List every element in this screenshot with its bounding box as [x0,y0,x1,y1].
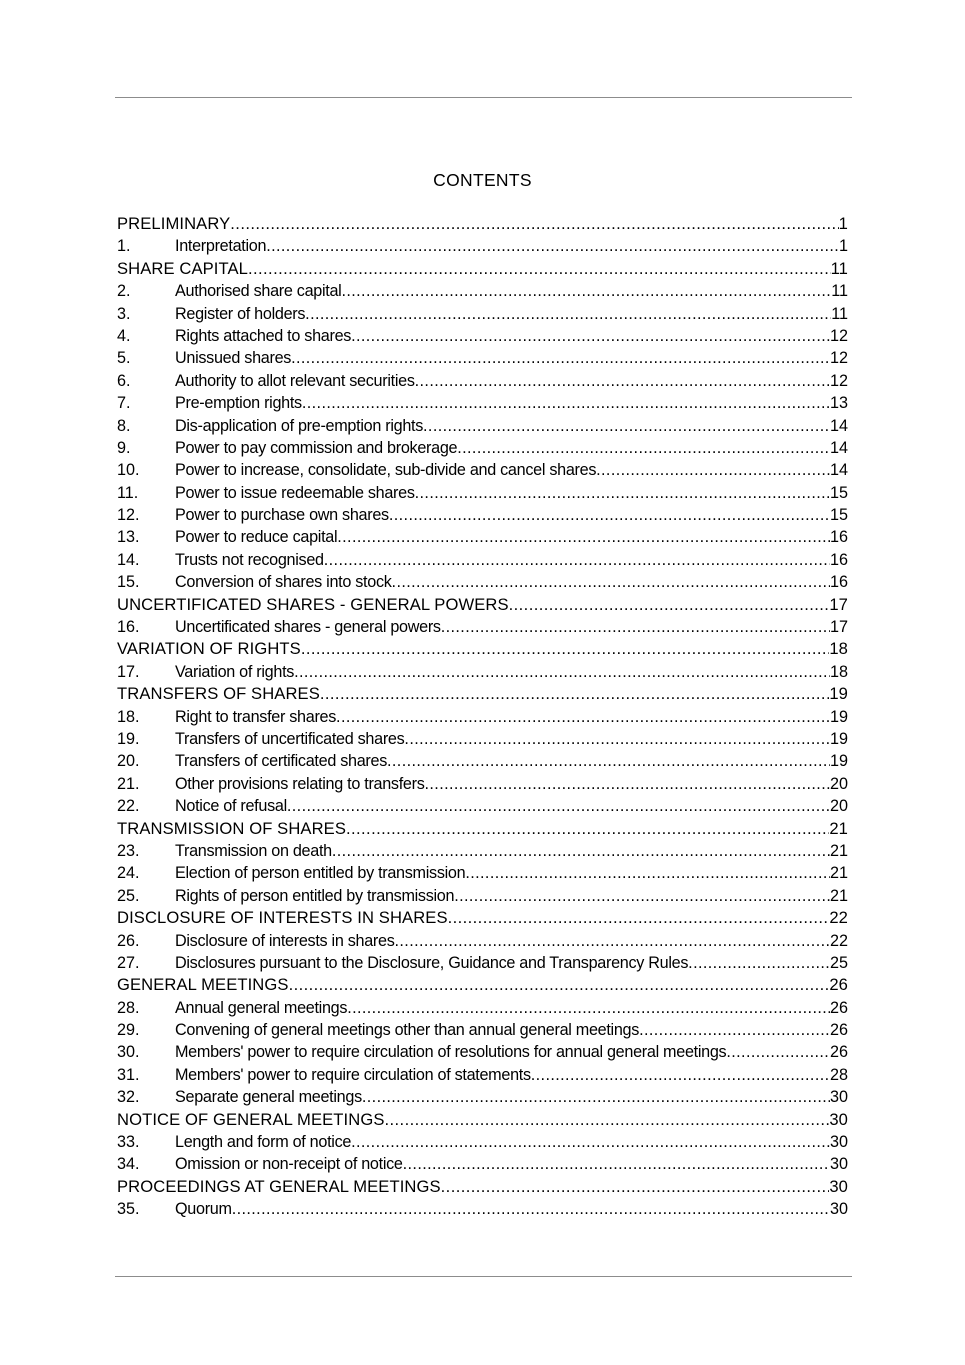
toc-entry-number: 30. [117,1043,140,1062]
toc-entry-number: 34. [117,1155,140,1174]
toc-entry-page: 21 [829,818,848,838]
toc-entry-label: GENERAL MEETINGS [117,975,289,995]
toc-entry-page: 30 [829,1176,848,1196]
toc-entry-page: 11 [831,304,848,323]
toc-entry-page: 30 [829,1088,848,1107]
toc-entry-label: Right to transfer shares [175,707,337,726]
toc-entry-label: Separate general meetings [175,1088,362,1107]
toc-entry-page: 21 [829,841,848,860]
toc-entry-page: 28 [829,1065,848,1084]
toc-dot-leader [441,1176,830,1198]
toc-entry-label: Notice of refusal [175,797,287,816]
toc-dot-leader [423,415,830,437]
toc-entry-label: Dis-application of pre-emption rights [175,416,424,435]
toc-entry[interactable] [117,1153,848,1175]
toc-dot-leader [346,818,829,840]
toc-entry-page: 25 [829,953,848,972]
header-rule [115,97,852,98]
toc-entry-page: 26 [829,998,848,1017]
toc-entry[interactable] [117,303,848,325]
toc-dot-leader [324,549,830,571]
toc-entry-number: 14. [117,550,140,569]
toc-entry-label: Register of holders [175,304,306,323]
toc-entry[interactable] [117,952,848,974]
toc-section-heading[interactable] [117,1176,848,1198]
toc-entry-label: Transfers of uncertificated shares [175,729,405,748]
toc-entry-number: 31. [117,1065,140,1084]
toc-entry-page: 11 [830,258,848,278]
toc-entry-page: 18 [829,662,848,681]
toc-dot-leader [454,885,830,907]
toc-entry-page: 22 [829,931,848,950]
toc-entry-label: Rights attached to shares [175,326,352,345]
toc-dot-leader [332,840,830,862]
toc-entry[interactable] [117,347,848,369]
toc-entry[interactable] [117,1198,848,1220]
toc-entry-label: Conversion of shares into stock [175,573,392,592]
toc-entry-label: PROCEEDINGS AT GENERAL MEETINGS [117,1176,441,1196]
toc-entry[interactable] [117,616,848,638]
toc-entry-label: Authority to allot relevant securities [175,371,415,390]
toc-dot-leader [289,974,830,996]
toc-entry-label: UNCERTIFICATED SHARES - GENERAL POWERS [117,594,509,614]
toc-entry-label: Unissued shares [175,349,292,368]
toc-entry-page: 14 [829,416,848,435]
toc-dot-leader [347,997,830,1019]
toc-entry-label: Trusts not recognised [175,550,324,569]
toc-entry-number: 4. [117,326,131,345]
toc-dot-leader [266,235,839,257]
toc-entry[interactable] [117,750,848,772]
toc-dot-leader [596,459,830,481]
toc-entry-number: 32. [117,1088,140,1107]
toc-dot-leader [305,303,831,325]
toc-entry[interactable] [117,773,848,795]
toc-entry-label: Transfers of certificated shares [175,752,388,771]
toc-section-heading[interactable] [117,638,848,660]
toc-entry-label: Power to purchase own shares [175,506,389,525]
toc-entry-label: Members' power to require circulation of statements [175,1065,531,1084]
toc-entry-label: Power to issue redeemable shares [175,483,415,502]
toc-entry-label: Power to pay commission and brokerage [175,438,458,457]
toc-entry-label: Omission or non-receipt of notice [175,1155,403,1174]
toc-entry-page: 19 [829,684,848,704]
toc-entry[interactable] [117,415,848,437]
toc-entry-page: 22 [829,908,848,928]
toc-entry-label: DISCLOSURE OF INTERESTS IN SHARES [117,908,448,928]
toc-section-heading[interactable] [117,213,848,235]
toc-entry-page: 14 [829,438,848,457]
toc-entry-number: 23. [117,841,140,860]
toc-entry-number: 26. [117,931,140,950]
toc-dot-leader [291,347,830,369]
toc-entry-page: 20 [829,797,848,816]
toc-entry-label: PRELIMINARY [117,214,231,233]
toc-entry-number: 6. [117,371,131,390]
toc-dot-leader [362,1086,830,1108]
toc-dot-leader [320,683,829,705]
toc-entry-page: 17 [829,594,848,614]
table-of-contents [117,213,848,1221]
toc-entry-page: 15 [829,506,848,525]
toc-entry-label: Power to increase, consolidate, sub-divide and cancel shares [175,461,597,480]
toc-dot-leader [425,773,830,795]
toc-entry-page: 12 [829,326,848,345]
toc-entry-number: 28. [117,998,140,1017]
toc-entry-page: 1 [838,214,848,233]
toc-dot-leader [639,1019,830,1041]
toc-entry[interactable] [117,1131,848,1153]
toc-entry-page: 12 [829,349,848,368]
toc-entry-label: Convening of general meetings other than annual general meetings [175,1021,640,1040]
toc-entry-label: Uncertificated shares - general powers [175,618,441,637]
toc-entry-label: Authorised share capital [175,282,342,301]
toc-entry-label: NOTICE OF GENERAL MEETINGS [117,1109,385,1129]
toc-dot-leader [403,1153,830,1175]
toc-entry-number: 12. [117,506,140,525]
toc-dot-leader [404,728,830,750]
toc-entry[interactable] [117,526,848,548]
toc-entry[interactable] [117,661,848,683]
toc-dot-leader [294,661,830,683]
toc-entry-number: 7. [117,394,131,413]
toc-entry-page: 12 [829,371,848,390]
toc-dot-leader [415,370,830,392]
toc-entry-page: 19 [829,752,848,771]
toc-entry[interactable] [117,437,848,459]
toc-entry-number: 16. [117,618,140,637]
toc-entry[interactable] [117,280,848,302]
footer-rule [115,1276,852,1277]
toc-entry[interactable] [117,235,848,257]
toc-entry-label: Power to reduce capital [175,528,338,547]
toc-dot-leader [509,594,830,616]
toc-dot-leader [457,437,830,459]
toc-section-heading[interactable] [117,683,848,705]
toc-entry-number: 9. [117,438,131,457]
toc-entry-number: 27. [117,953,140,972]
toc-entry[interactable] [117,728,848,750]
toc-entry-number: 2. [117,282,131,301]
toc-entry-number: 13. [117,528,140,547]
toc-dot-leader [387,750,830,772]
toc-entry-number: 3. [117,304,131,323]
toc-entry-page: 21 [829,886,848,905]
toc-entry-page: 1 [838,237,848,256]
toc-entry-page: 21 [829,864,848,883]
toc-entry-number: 10. [117,461,140,480]
toc-dot-leader [287,795,830,817]
toc-entry-number: 1. [117,237,131,256]
toc-entry-label: Interpretation [175,237,267,256]
toc-entry-page: 13 [829,394,848,413]
toc-entry-label: Annual general meetings [175,998,348,1017]
toc-dot-leader [441,616,830,638]
toc-dot-leader [230,213,838,235]
toc-entry-label: Variation of rights [175,662,295,681]
toc-entry-page: 30 [829,1109,848,1129]
toc-dot-leader [232,1198,830,1220]
toc-dot-leader [341,280,831,302]
toc-dot-leader [389,504,830,526]
toc-dot-leader [351,325,830,347]
toc-entry-page: 30 [829,1133,848,1152]
toc-entry[interactable] [117,840,848,862]
toc-entry-number: 24. [117,864,140,883]
toc-entry-page: 15 [829,483,848,502]
toc-dot-leader [351,1131,830,1153]
page-title: CONTENTS [433,170,532,190]
toc-entry-page: 20 [829,774,848,793]
toc-entry-page: 14 [829,461,848,480]
toc-entry-number: 19. [117,729,140,748]
toc-dot-leader [415,482,830,504]
toc-entry-label: TRANSMISSION OF SHARES [117,818,347,838]
toc-entry[interactable] [117,1041,848,1063]
toc-entry[interactable] [117,549,848,571]
toc-entry-number: 15. [117,573,140,592]
toc-dot-leader [385,1109,830,1131]
toc-entry-label: Transmission on death [175,841,332,860]
toc-section-heading[interactable] [117,974,848,996]
toc-entry-label: TRANSFERS OF SHARES [117,684,320,704]
toc-entry[interactable] [117,370,848,392]
toc-entry-number: 11. [117,483,139,502]
toc-entry-label: Members' power to require circulation of resolutions for annual general meetings [175,1043,727,1062]
toc-entry-page: 16 [829,528,848,547]
toc-entry-page: 16 [829,573,848,592]
toc-dot-leader [337,526,830,548]
toc-entry[interactable] [117,885,848,907]
toc-dot-leader [392,571,830,593]
toc-entry-number: 20. [117,752,140,771]
toc-entry[interactable] [117,504,848,526]
toc-entry-page: 18 [829,639,848,659]
toc-section-heading[interactable] [117,818,848,840]
toc-entry[interactable] [117,862,848,884]
toc-entry-page: 11 [831,282,848,301]
toc-dot-leader [301,638,830,660]
toc-dot-leader [465,862,830,884]
toc-entry-page: 26 [829,1021,848,1040]
toc-entry[interactable] [117,706,848,728]
toc-entry[interactable] [117,1064,848,1086]
toc-entry-label: SHARE CAPITAL [117,258,249,278]
toc-entry[interactable] [117,482,848,504]
toc-entry-number: 17. [117,662,140,681]
toc-entry-number: 25. [117,886,140,905]
toc-entry-label: Length and form of notice [175,1133,352,1152]
toc-entry[interactable] [117,459,848,481]
toc-entry[interactable] [117,1019,848,1041]
toc-entry-page: 26 [829,1043,848,1062]
toc-entry-number: 33. [117,1133,140,1152]
toc-dot-leader [726,1041,830,1063]
toc-dot-leader [688,952,830,974]
toc-entry-page: 19 [829,729,848,748]
toc-entry-number: 8. [117,416,131,435]
toc-dot-leader [336,706,830,728]
toc-entry-label: Rights of person entitled by transmission [175,886,455,905]
toc-entry[interactable] [117,1086,848,1108]
toc-entry-label: Other provisions relating to transfers [175,774,425,793]
toc-section-heading[interactable] [117,594,848,616]
toc-entry[interactable] [117,325,848,347]
toc-entry[interactable] [117,571,848,593]
toc-entry-page: 17 [829,618,848,637]
toc-dot-leader [302,392,830,414]
toc-dot-leader [248,258,831,280]
toc-section-heading[interactable] [117,907,848,929]
toc-entry-page: 19 [829,707,848,726]
toc-entry[interactable] [117,930,848,952]
toc-entry-number: 22. [117,797,140,816]
toc-dot-leader [448,907,830,929]
toc-entry-page: 30 [829,1155,848,1174]
toc-entry-number: 35. [117,1200,140,1219]
toc-entry-label: Disclosures pursuant to the Disclosure, Guidance and Transparency Rules [175,953,689,972]
toc-section-heading[interactable] [117,258,848,280]
toc-section-heading[interactable] [117,1109,848,1131]
toc-entry-label: Quorum [175,1200,232,1219]
toc-entry[interactable] [117,392,848,414]
toc-entry-number: 21. [117,774,140,793]
toc-entry[interactable] [117,997,848,1019]
toc-entry-number: 5. [117,349,131,368]
toc-entry-page: 26 [829,975,848,995]
toc-dot-leader [395,930,830,952]
toc-entry-label: Disclosure of interests in shares [175,931,395,950]
toc-entry-label: VARIATION OF RIGHTS [117,639,301,659]
toc-entry-number: 29. [117,1021,140,1040]
toc-entry[interactable] [117,795,848,817]
toc-dot-leader [531,1064,830,1086]
toc-entry-label: Election of person entitled by transmission [175,864,466,883]
toc-entry-label: Pre-emption rights [175,394,302,413]
toc-entry-page: 30 [829,1200,848,1219]
toc-entry-page: 16 [829,550,848,569]
toc-entry-number: 18. [117,707,140,726]
